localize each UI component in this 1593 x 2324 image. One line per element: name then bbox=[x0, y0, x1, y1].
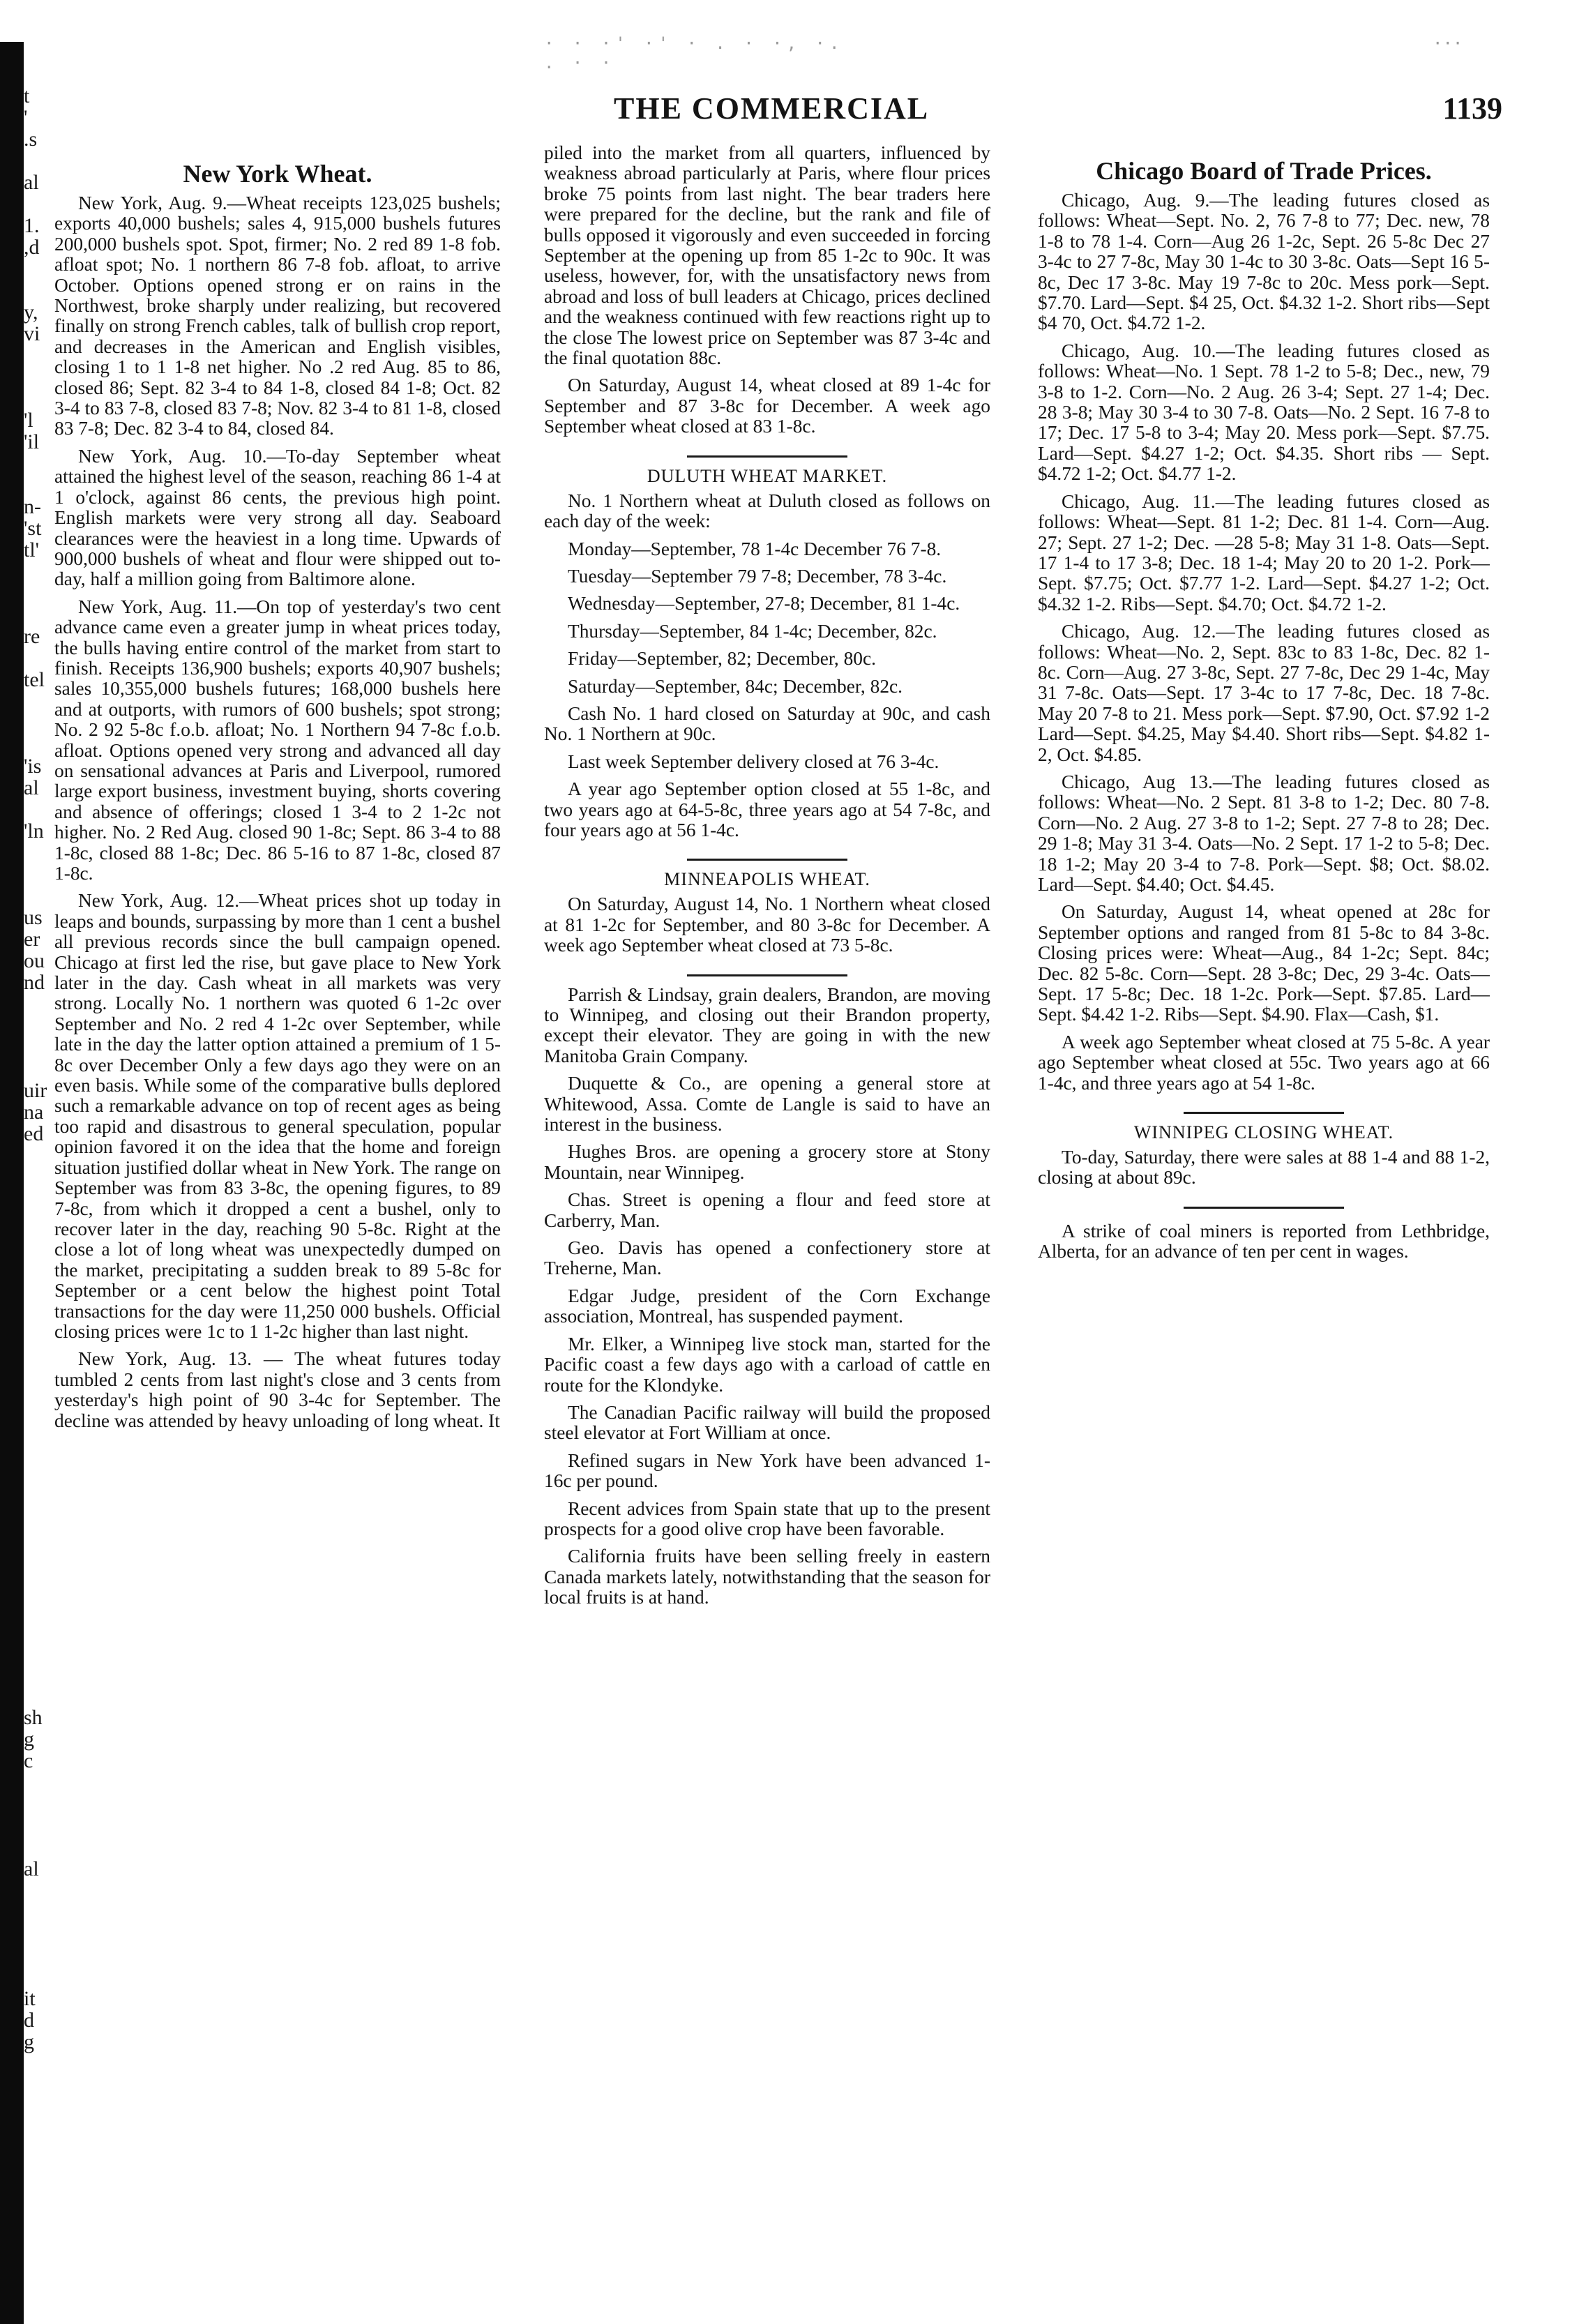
ny-wheat-paragraph: New York, Aug. 10.—To-day September wheat attained the highest level of the season, reaching 86 1-4 at 1 o'clock, against 86 cents, the previous high point. English markets were very strong all day. Seaboard clearances were the heaviest in a long time. Upwards of 900,000 bushels of wheat and flour were shipped out to-day, half a million going from Baltimore alone. bbox=[54, 445, 501, 590]
trade-note: Chas. Street is opening a flour and feed store at Carberry, Man. bbox=[544, 1189, 990, 1231]
chicago-title: Chicago Board of Trade Prices. bbox=[1096, 157, 1432, 185]
binding-edge bbox=[0, 42, 24, 2324]
trade-note: Hughes Bros. are opening a grocery store at Stony Mountain, near Winnipeg. bbox=[544, 1141, 990, 1183]
chicago-entry: Chicago, Aug 13.—The leading futures closed as follows: Wheat—No. 2 Sept. 81 3-8 to 1-2; Dec. 80 7-8. Corn—No. 2 Aug. 27 3-8 to 1-2; Sept. 27 7-8 to 28; Dec. 29 1-8; May 31 3-4. Oats—No. 2 Sept. 17 1-2 to 5-8; Dec. 18 1-2; May 20 3-4 to 7-8. Pork—Sept. $8; Oct. $8.02. Lard—Sept. $4.40; Oct. $4.45. bbox=[1038, 771, 1490, 895]
trade-note: Mr. Elker, a Winnipeg live stock man, started for the Pacific coast a few days ago with a carload of cattle en route for the Klondyke. bbox=[544, 1333, 990, 1396]
scan-marks: · · ·' ·' · . · ·, ·. . · · bbox=[544, 33, 844, 73]
strike-note: A strike of coal miners is reported from Lethbridge, Alberta, for an advance of ten per cent in wages. bbox=[1038, 1220, 1490, 1262]
column-2 bbox=[544, 143, 990, 2305]
minneapolis-paragraph: On Saturday, August 14, No. 1 Northern wheat closed at 81 1-2c for September, and 80 3-8c for December. A week ago September wheat closed at 73 5-8c. bbox=[544, 893, 990, 956]
duluth-day: Tuesday—September 79 7-8; December, 78 3-4c. bbox=[568, 565, 947, 587]
trade-note: Duquette & Co., are opening a general store at Whitewood, Assa. Comte de Langle is said to have an interest in the business. bbox=[544, 1073, 990, 1135]
section-rule bbox=[687, 974, 847, 976]
chicago-entry: Chicago, Aug. 10.—The leading futures closed as follows: Wheat—No. 1 Sept. 78 1-2 to 5-8; Dec., new, 79 3-8 to 1-2. Corn—No. 2 Aug. 26 3-4; Sept. 27 1-4; Dec. 28 3-8; May 30 3-4 to 30 7-8. Oats—No. 2 Sept. 16 7-8 to 17; Dec. 17 5-8 to 3-4; May 20. Mess pork—Sept. $7.75. Lard—Sept. $4.27 1-2; Oct. $4.35. Short ribs — Sept. $4.72 1-2; Oct. $4.77 1-2. bbox=[1038, 340, 1490, 485]
page-number: 1139 bbox=[1442, 91, 1502, 126]
trade-note: Recent advices from Spain state that up to the present prospects for a good olive crop have been favorable. bbox=[544, 1497, 990, 1539]
trade-note: Refined sugars in New York have been advanced 1-16c per pound. bbox=[544, 1449, 990, 1492]
column-1 bbox=[54, 143, 501, 2305]
duluth-intro: No. 1 Northern wheat at Duluth closed as follows on each day of the week: bbox=[544, 490, 990, 532]
trade-note: Parrish & Lindsay, grain dealers, Brandon, are moving to Winnipeg, and closing out their Brandon property, except their elevator. They are going in with the new Manitoba Grain Company. bbox=[544, 983, 990, 1066]
trade-note: Geo. Davis has opened a confectionery store at Treherne, Man. bbox=[544, 1237, 990, 1279]
trade-note: California fruits have been selling freely in eastern Canada markets lately, notwithstanding that the season for local fruits is at hand. bbox=[544, 1546, 990, 1608]
ny-wheat-paragraph: New York, Aug. 12.—Wheat prices shot up today in leaps and bounds, surpassing by more than 1 cent a bushel all previous records since the bull campaign opened. Chicago at first led the rise, but gave place to New York later in the day. Cash wheat in all markets was very strong. Locally No. 1 northern was quoted 6 1-2c over September and No. 2 red 4 1-2c over September, while late in the day the latter option attained a premium of 1 5-8c over December Only a few days ago they were on an even basis. While some of the comparative bulls deplored such a remarkable advance on top of recent ages as being too rapid and disastrous to general speculation, popular opinion favored it on the idea that the home and foreign situation justified dollar wheat in New York. The range on September was from 83 3-8c, the opening figures, to 89 7-8c, from which it dropped a cent a bushel, only to recover later in the day, reaching 90 5-8c. Right at the close a lot of long wheat was unexpectedly dumped on the market, precipitating a sudden break to 89 5-8c for September or a cent below the highest point Total transactions for the day were 11,250 000 bushels. Official closing prices were 1c to 1 1-2c higher than last night. bbox=[54, 890, 501, 1342]
column-3 bbox=[1038, 143, 1490, 2305]
section-rule bbox=[687, 859, 847, 861]
trade-note: Edgar Judge, president of the Corn Exchange association, Montreal, has suspended payment. bbox=[544, 1285, 990, 1327]
duluth-note: A year ago September option closed at 55 1-8c, and two years ago at 64-5-8c, three years ago at 54 7-8c, and four years ago at 56 1-4c. bbox=[544, 778, 990, 840]
duluth-day: Monday—September, 78 1-4c December 76 7-8. bbox=[568, 538, 942, 559]
ny-wheat-paragraph: New York, Aug. 11.—On top of yesterday's two cent advance came even a greater jump in wheat prices today, the bulls having entire control of the market from start to finish. Receipts 136,900 bushels; exports 40,907 bushels; sales 10,355,000 bushels futures; 168,000 bushels here and at outports, with rumors of 600 bushels; spot strong; No. 2 92 5-8c f.o.b. afloat; No. 1 Northern 94 7-8c f.o.b. afloat. Options opened very strong and advanced all day on sensational advances at Paris and Liverpool, rumored large export business, investment buying, shorts covering and absence of offerings; closed 1 3-4 to 2 1-2c not higher. No. 2 Red Aug. closed 90 1-8c; Sept. 86 3-4 to 88 1-8c, closed 88 1-8c; Dec. 86 5-16 to 87 1-8c, closed 87 1-8c. bbox=[54, 596, 501, 884]
chicago-entry: Chicago, Aug. 9.—The leading futures closed as follows: Wheat—Sept. No. 2, 76 7-8 to 77; Dec. new, 78 1-8 to 78 1-4. Corn—Aug 26 1-2c, Sept. 26 5-8c Dec 27 3-4c to 27 7-8c, May 30 1-4c to 30 3-8c. Oats—Sept 16 5-8c, Dec 17 3-8c. May 19 7-8c to 20c. Mess pork—Sept. $7.70. Lard—Sept. $4 25, Oct. $4.32 1-2. Short ribs—Sept $4 70, Oct. $4.72 1-2. bbox=[1038, 190, 1490, 334]
winnipeg-title: WINNIPEG CLOSING WHEAT. bbox=[1133, 1122, 1394, 1143]
corner-mark: ··· bbox=[1433, 33, 1463, 53]
ny-wheat-continued: piled into the market from all quarters, influenced by weakness abroad particularly at Paris, where flour prices broke 75 points from last night. The bear traders here were prepared for the decline, but the rank and file of bulls opposed it vigorously and even succeeded in forcing September at the opening up from 85 1-2c to 90c. It was useless, however, for, with the unsatisfactory news from abroad and loss of bull leaders at Chicago, prices declined and the weakness continued with few reactions right up to the close The lowest price on September was 87 3-4c and the final quotation 88c. bbox=[544, 143, 990, 369]
running-head: THE COMMERCIAL bbox=[614, 91, 930, 126]
duluth-title: DULUTH WHEAT MARKET. bbox=[647, 465, 888, 486]
trade-note: The Canadian Pacific railway will build the proposed steel elevator at Fort William at once. bbox=[544, 1401, 990, 1444]
duluth-note: Last week September delivery closed at 76 3-4c. bbox=[568, 750, 939, 772]
section-rule bbox=[687, 455, 847, 458]
ny-wheat-saturday: On Saturday, August 14, wheat closed at 89 1-4c for September and 87 3-8c for December. A week ago September wheat closed at 83 1-8c. bbox=[544, 375, 990, 437]
minneapolis-title: MINNEAPOLIS WHEAT. bbox=[664, 869, 870, 890]
winnipeg-paragraph: To-day, Saturday, there were sales at 88 1-4 and 88 1-2, closing at about 89c. bbox=[1038, 1147, 1490, 1189]
section-rule bbox=[1184, 1207, 1344, 1209]
duluth-note: Cash No. 1 hard closed on Saturday at 90c, and cash No. 1 Northern at 90c. bbox=[544, 702, 990, 745]
chicago-entry: A week ago September wheat closed at 75 5-8c. A year ago September wheat closed at 55c. Two years ago at 66 1-4c, and three years ago at 54 1-8c. bbox=[1038, 1031, 1490, 1094]
binding-fringe-text: t ' .s al 1. ,d y, vi 'l 'il n- 'st tl' re tel 'is al 'ln us er ou nd uir na ed sh g c al it d g bbox=[24, 84, 47, 2053]
duluth-day: Friday—September, 82; December, 80c. bbox=[568, 648, 877, 670]
section-rule bbox=[1184, 1112, 1344, 1114]
chicago-entry: Chicago, Aug. 12.—The leading futures closed as follows: Wheat—No. 2, Sept. 83c to 83 1-8c, Dec. 82 1-8c. Corn—Aug. 27 3-8c, Sept. 27 7-8c, Dec 29 1-4c, May 31 7-8c. Oats—Sept. 17 3-4c to 17 7-8c, Dec. 18 7-8c. May 20 7-8 to 21. Mess pork—Sept. $7.90, Oct. $7.92 1-2 Lard—Sept. $4.25, May $4.40. Short ribs—Sept. $4.82 1-2, Oct. $4.85. bbox=[1038, 621, 1490, 765]
ny-wheat-title: New York Wheat. bbox=[183, 160, 372, 188]
ny-wheat-paragraph: New York, Aug. 13. — The wheat futures today tumbled 2 cents from last night's close and 3 cents from yesterday's high point of 90 3-4c for September. The decline was attended by heavy unloading of long wheat. It bbox=[54, 1348, 501, 1431]
duluth-day: Thursday—September, 84 1-4c; December, 82c. bbox=[568, 620, 937, 642]
ny-wheat-paragraph: New York, Aug. 9.—Wheat receipts 123,025 bushels; exports 40,000 bushels; sales 4, 915,000 bushels futures 200,000 bushels spot. Spot, firmer; No. 2 red 89 1-8 fob. afloat spot; No. 1 northern 86 7-8 fob. afloat, to arrive October. Options opened strong er on rains in the Northwest, broke sharply under realizing, but recovered finally on strong French cables, talk of bullish crop report, and decreases in the American and English visibles, closing 1 to 1 1-8 net higher. No .2 red Aug. 85 to 86, closed 86; Sept. 82 3-4 to 84 1-8, closed 84 1-8; Oct. 82 3-4 to 83 7-8, closed 83 7-8; Nov. 82 3-4 to 81 1-8, closed 83 7-8; Dec. 82 3-4 to 84, closed 84. bbox=[54, 193, 501, 439]
chicago-entry: On Saturday, August 14, wheat opened at 28c for September options and ranged from 81 5-8c to 84 3-8c. Closing prices were: Wheat—Aug., 84 1-2c; Sept. 84c; Dec. 82 5-8c. Corn—Sept. 28 3-8c; Dec, 29 3-4c. Oats—Sept. 17 5-8c; Dec. 18 1-2c. Pork—Sept. $7.85. Lard—Sept. $4.42 1-2. Ribs—Sept. $4.90. Flax—Cash, $1. bbox=[1038, 901, 1490, 1025]
duluth-day: Wednesday—September, 27-8; December, 81 1-4c. bbox=[568, 593, 960, 614]
chicago-entry: Chicago, Aug. 11.—The leading futures closed as follows: Wheat—Sept. 81 1-2; Dec. 81 1-4. Corn—Aug. 27; Sept. 27 1-2; Dec. —28 5-8; May 31 1-8. Oats—Sept. 17 1-4 to 17 3-8; Dec. 18 1-4; May 20 to 20 1-2. Pork—Sept. $7.75; Oct. $7.77 1-2. Lard—Sept. $4.27 1-2; Oct. $4.32 1-2. Ribs—Sept. $4.70; Oct. $4.72 1-2. bbox=[1038, 490, 1490, 614]
duluth-day: Saturday—September, 84c; December, 82c. bbox=[568, 675, 903, 697]
